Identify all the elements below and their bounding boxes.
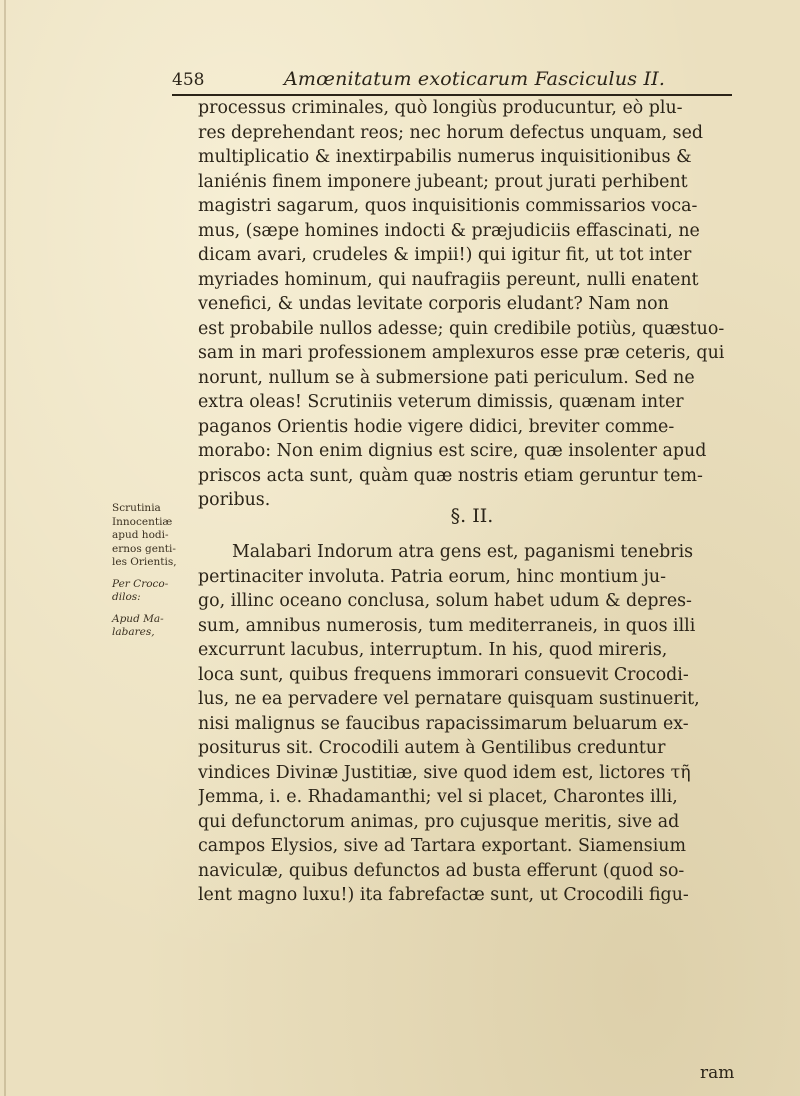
margin-notes [112,502,196,640]
text-line: norunt, nullum se à submersione pati periculum. Sed ne [198,367,695,388]
text-line: qui defunctorum animas, pro cujusque meritis, sive ad [198,811,680,832]
margin-note-line: labares, [112,626,155,638]
text-line: campos Elysios, sive ad Tartara exportant. Siamensium [198,836,686,856]
text-line: go, illinc oceano conclusa, solum habet udum & depres- [198,591,692,611]
text-line: Malabari Indorum atra gens est, paganismi tenebris [232,542,694,562]
text-line: poribus. [198,490,271,510]
text-line: loca sunt, quibus frequens immorari consuevit Crocodi- [198,664,689,685]
page-header [172,70,732,96]
margin-note-line: Per Croco- [112,577,169,590]
text-line: positurus sit. Crocodili autem à Gentilibus creduntur [198,738,666,758]
text-line: multiplicatio & inextirpabilis numerus inquisitionibus & [198,147,692,167]
text-line: vindices Divinæ Justitiæ, sive quod idem est, lictores τῆ [198,762,691,783]
text-line: dicam avari, crudeles & impii!) qui igitur fit, ut tot inter [198,245,692,265]
text-line: priscos acta sunt, quàm quæ nostris etiam geruntur tem- [198,465,703,486]
section-heading: §. II. [450,505,494,527]
margin-note-line: dilos: [112,591,141,603]
text-line: extra oleas! Scrutiniis veterum dimissis, quænam inter [198,392,684,412]
text-line: excurrunt lacubus, interruptum. In his, quod mireris, [198,640,668,660]
text-line: processus criminales, quò longiùs producuntur, eò plu- [198,98,683,118]
running-title: Amœnitatum exoticarum Fasciculus II. [284,68,666,90]
margin-note-line: Apud Ma- [112,612,164,625]
text-line: lus, ne ea pervadere vel pernatare quisquam sustinuerit, [198,689,700,709]
text-line: morabo: Non enim dignius est scire, quæ insolenter apud [198,441,707,461]
paragraph-1 [198,96,746,513]
text-line: nisi malignus se faucibus rapacissimarum beluarum ex- [198,713,689,734]
margin-note-line: ernos genti- [112,542,176,555]
margin-note-line: Scrutinia [112,502,161,514]
text-line: est probabile nullos adesse; quin credibile potiùs, quæstuo- [198,318,725,339]
text-line: pertinaciter involuta. Patria eorum, hinc montium ju- [198,566,667,587]
text-line: sum, amnibus numerosis, tum mediterraneis, in quos illi [198,615,696,636]
margin-note-line: les Orientis, [112,556,177,568]
text-line: myriades hominum, qui naufragiis pereunt, nulli enatent [198,269,699,290]
text-line: venefici, & undas levitate corporis eludant? Nam non [198,294,669,314]
text-line: paganos Orientis hodie vigere didici, breviter comme- [198,416,675,437]
text-line: magistri sagarum, quos inquisitionis commissarios voca- [198,196,698,216]
text-line: mus, (sæpe homines indocti & præjudiciis effascinati, ne [198,220,700,241]
text-line: laniénis finem imponere jubeant; prout jurati perhibent [198,171,688,192]
text-line: lent magno luxu!) ita fabrefactæ sunt, ut Crocodili figu- [198,885,689,905]
text-line: sam in mari professionem amplexuros esse præ ceteris, qui [198,343,725,363]
text-line: naviculæ, quibus defunctos ad busta efferunt (quod so- [198,860,685,881]
page-number: 458 [172,70,205,90]
catchword: ram [700,1063,735,1083]
text-line: res deprehendant reos; nec horum defectus unquam, sed [198,122,704,143]
margin-note-line: apud hodi- [112,529,169,541]
paragraph-2 [198,540,746,908]
margin-note-line: Innocentiæ [112,515,173,528]
text-line: Jemma, i. e. Rhadamanthi; vel si placet, Charontes illi, [198,787,678,807]
page-edge [4,0,6,1096]
